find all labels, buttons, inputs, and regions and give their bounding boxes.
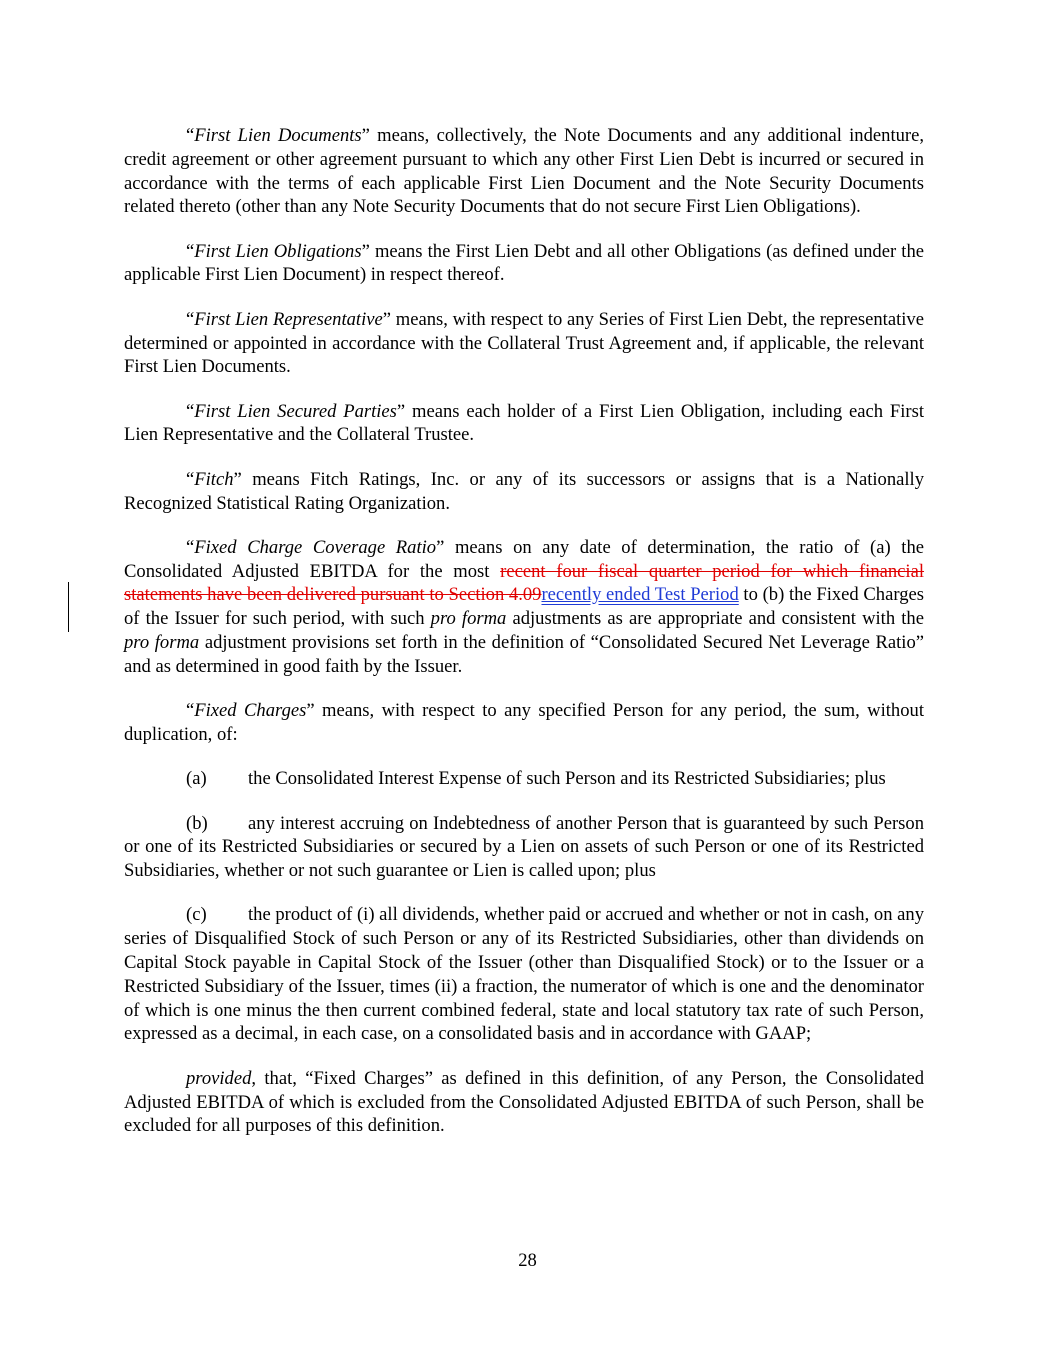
italic-term: pro forma xyxy=(124,632,200,654)
fixed-charges-clause-b xyxy=(124,812,924,883)
open-quote: “ xyxy=(186,536,195,558)
definition-first-lien-obligations xyxy=(124,240,924,288)
italic-term: pro forma xyxy=(430,608,507,630)
fixed-charges-clause-a xyxy=(124,767,924,791)
defined-term: First Lien Secured Parties xyxy=(194,400,397,422)
defined-term: Fitch xyxy=(194,468,234,490)
definition-fitch xyxy=(124,468,924,516)
definition-body: adjustment provisions set forth in the definition of “Consolidated Secured Net Leverage Ratio” and as determined in good faith by the Issuer. xyxy=(124,632,924,677)
clause-label: (c) xyxy=(186,904,207,926)
clause-text: any interest accruing on Indebtedness of another Person that is guaranteed by such Person or one of its Restricted Subsidiaries or secured by a Lien on assets of such Person or one of its Restricted Subsidiaries, whether or not such guarantee or Lien is called upon; plus xyxy=(124,812,924,882)
deleted-text: recent four fiscal quarter period for which financial statements have been delivered pursuant to Section 4.09 xyxy=(124,560,925,606)
open-quote: “ xyxy=(186,468,195,490)
document-page xyxy=(124,124,924,1159)
definition-first-lien-documents xyxy=(124,124,924,219)
page-number: 28 xyxy=(518,1250,537,1271)
definition-fixed-charge-coverage-ratio xyxy=(124,536,924,679)
definition-first-lien-secured-parties xyxy=(124,400,924,448)
clause-label: (b) xyxy=(186,812,208,834)
open-quote: “ xyxy=(186,308,195,330)
open-quote: “ xyxy=(186,240,195,262)
clause-text: the product of (i) all dividends, whether paid or accrued and whether or not in cash, on any series of Disqualified Stock of such Person or any of its Restricted Subsidiaries, other than dividends on Capital Stock payable in Capital Stock of the Issuer (other than Disqualified Stock) or to the Issuer or a Restricted Subsidiary of the Issuer, times (ii) a fraction, the numerator of which is one and the denominator of which is one minus the then current combined federal, state and local statutory tax rate of such Person, expressed as a decimal, in each case, on a consolidated basis and in accordance with GAAP; xyxy=(124,904,924,1045)
definition-body: ” means, with respect to any specified Person for any period, the sum, without duplication, of: xyxy=(124,700,924,745)
definition-body: adjustments as are appropriate and consistent with the xyxy=(506,608,924,630)
clause-label: (a) xyxy=(186,768,207,790)
defined-term: First Lien Documents xyxy=(194,125,362,146)
open-quote: “ xyxy=(186,700,195,722)
open-quote: “ xyxy=(186,400,195,422)
definition-body: ” means, collectively, the Note Documents and any additional indenture, credit agreement or other agreement pursuant to which any other First Lien Debt is incurred or secured in accordance with the terms of each applicable First Lien Document and the Note Security Documents related thereto (other than any Note Security Documents that do not secure First Lien Obligations). xyxy=(124,125,925,218)
definition-first-lien-representative xyxy=(124,308,924,379)
definition-body: ” means Fitch Ratings, Inc. or any of its successors or assigns that is a Nationally Recognized Statistical Rating Organization. xyxy=(124,468,924,514)
definition-body: ” means, with respect to any Series of First Lien Debt, the representative determined or appointed in accordance with the Collateral Trust Agreement and, if applicable, the relevant First Lien Documents. xyxy=(124,308,924,378)
fixed-charges-proviso xyxy=(124,1067,924,1138)
inserted-text: recently ended Test Period xyxy=(541,584,739,606)
revision-change-bar xyxy=(68,582,69,632)
definition-fixed-charges xyxy=(124,699,924,747)
definition-body: ” means the First Lien Debt and all other Obligations (as defined under the applicable First Lien Document) in respect thereof. xyxy=(124,240,925,286)
definition-body: to (b) the Fixed Charges of the Issuer for such period, with such xyxy=(124,584,924,630)
open-quote: “ xyxy=(186,125,195,146)
defined-term: First Lien Obligations xyxy=(194,240,362,262)
clause-text: the Consolidated Interest Expense of such Person and its Restricted Subsidiaries; plus xyxy=(248,768,886,790)
defined-term: First Lien Representative xyxy=(194,308,383,330)
proviso-body: , that, “Fixed Charges” as defined in this definition, of any Person, the Consolidated Adjusted EBITDA of which is excluded from the Consolidated Adjusted EBITDA of such Person, shall be excluded for all purposes of this definition. xyxy=(124,1067,924,1137)
proviso-term: provided xyxy=(186,1067,252,1089)
defined-term: Fixed Charge Coverage Ratio xyxy=(194,536,437,558)
definition-body: ” means on any date of determination, the ratio of (a) the Consolidated Adjusted EBITDA for the most xyxy=(124,536,925,582)
fixed-charges-clause-c xyxy=(124,903,924,1046)
definition-body: ” means each holder of a First Lien Obligation, including each First Lien Representative and the Collateral Trustee. xyxy=(124,400,924,446)
defined-term: Fixed Charges xyxy=(194,700,307,722)
